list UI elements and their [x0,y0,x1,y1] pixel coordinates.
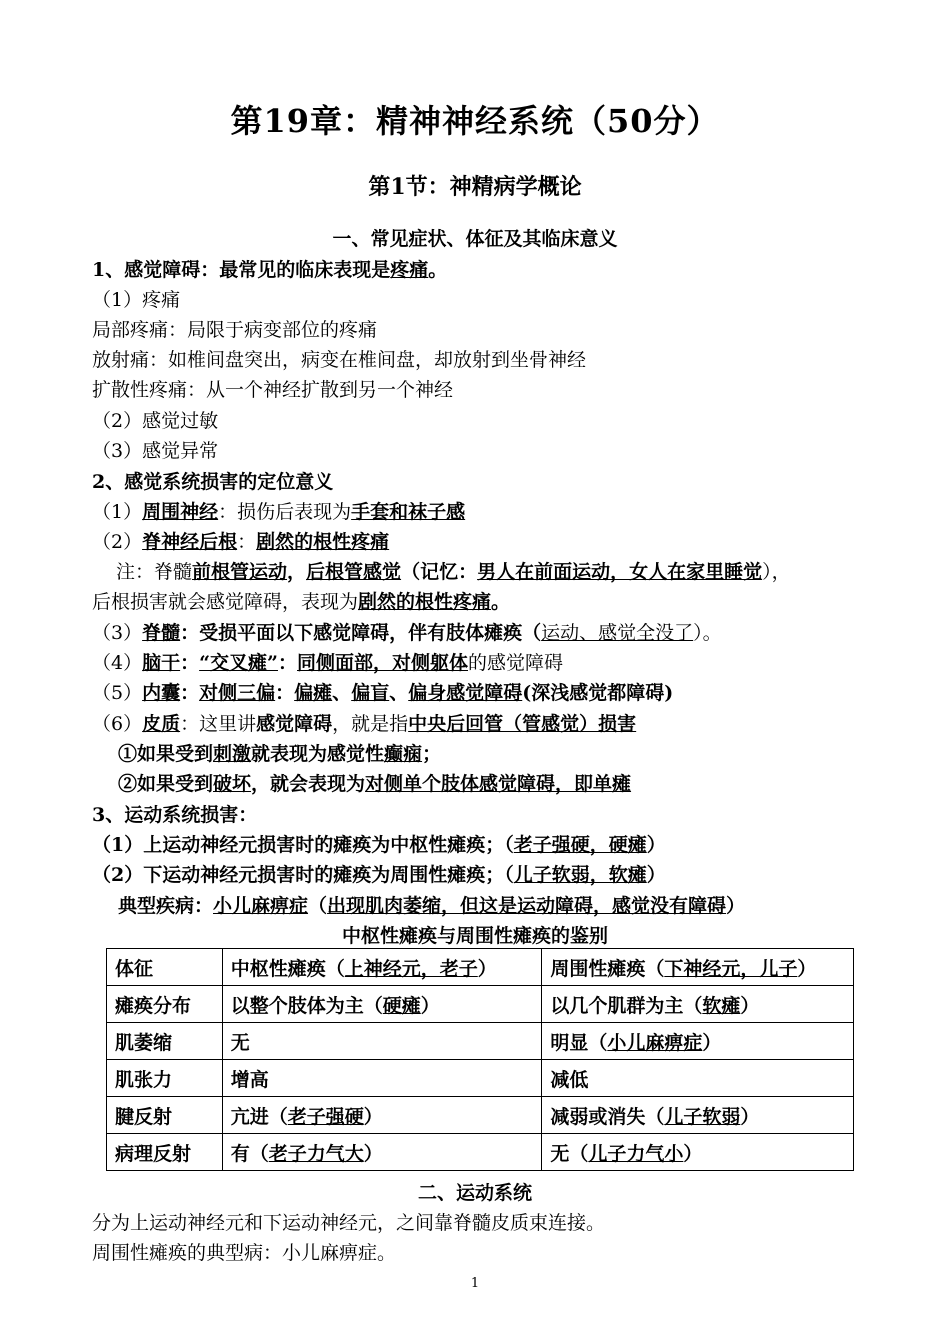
item-sensory-disorder: 1、感觉障碍：最常见的临床表现是疼痛。 [92,259,448,281]
note-spinal-roots: 注：脊髓前根管运动，后根管感觉（记忆：男人在前面运动，女人在家里睡觉）， [116,561,791,583]
item-paresthesia: （3）感觉异常 [92,440,219,462]
table-header-cell: 中枢性瘫痪（上神经元，老子） [222,949,542,986]
table-title: 中枢性瘫痪与周围性瘫痪的鉴别 [341,925,608,947]
table-header-cell: 体征 [107,949,223,986]
motor-system-typical: 周围性瘫痪的典型病：小儿麻痹症。 [92,1242,397,1264]
item-cortex-stimulation: ①如果受到刺激就表现为感觉性癫痫； [118,743,442,765]
table-header-row [107,949,854,986]
table-cell: 瘫痪分布 [107,986,223,1023]
heading-symptoms: 一、常见症状、体征及其临床意义 [332,228,618,250]
chapter-title: 第19章：精神神经系统（50分） [230,102,720,140]
table-row [107,1097,854,1134]
item-motor-damage: 3、运动系统损害： [92,804,258,826]
table-row [107,986,854,1023]
item-cortex: （6）皮质：这里讲感觉障碍，就是指中央后回管（管感觉）损害 [92,713,637,735]
table-header-cell: 周围性瘫痪（下神经元，儿子） [542,949,854,986]
heading-motor-system: 二、运动系统 [417,1182,532,1204]
item-radiating-pain: 放射痛：如椎间盘突出，病变在椎间盘，却放射到坐骨神经 [92,349,587,371]
item-internal-capsule: （5）内囊：对侧三偏：偏瘫、偏盲、偏身感觉障碍(深浅感觉都障碍) [92,682,674,704]
motor-system-text: 分为上运动神经元和下运动神经元，之间靠脊髓皮质束连接。 [92,1212,606,1234]
table-cell: 明显（小儿麻痹症） [542,1023,854,1060]
table-row [107,1023,854,1060]
table-cell: 肌张力 [107,1060,223,1097]
table-cell: 减弱或消失（儿子软弱） [542,1097,854,1134]
item-pain: （1）疼痛 [92,289,181,311]
item-hyperesthesia: （2）感觉过敏 [92,410,219,432]
table-cell: 以几个肌群为主（软瘫） [542,986,854,1023]
table-cell: 无（儿子力气小） [542,1134,854,1171]
item-peripheral-nerve: （1）周围神经：损伤后表现为手套和袜子感 [92,501,466,523]
item-lower-motor-neuron: （2）下运动神经元损害时的瘫痪为周围性瘫痪；（儿子软弱，软瘫） [92,864,666,886]
table-cell: 增高 [222,1060,542,1097]
table-cell: 减低 [542,1060,854,1097]
paralysis-comparison-table [106,948,854,1171]
item-upper-motor-neuron: （1）上运动神经元损害时的瘫痪为中枢性瘫痪；（老子强硬，硬瘫） [92,834,666,856]
table-cell: 病理反射 [107,1134,223,1171]
table-cell: 腱反射 [107,1097,223,1134]
table-cell: 亢进（老子强硬） [222,1097,542,1134]
table-cell: 肌萎缩 [107,1023,223,1060]
note-posterior-root-damage: 后根损害就会感觉障碍，表现为剧然的根性疼痛。 [92,591,511,613]
item-brainstem: （4）脑干：“交叉瘫”：同侧面部，对侧躯体的感觉障碍 [92,652,564,674]
item-typical-disease: 典型疾病：小儿麻痹症（出现肌肉萎缩，但这是运动障碍，感觉没有障碍） [118,895,746,917]
page-number: 1 [470,1276,480,1291]
item-cortex-destruction: ②如果受到破坏，就会表现为对侧单个肢体感觉障碍，即单瘫 [118,773,632,795]
item-local-pain: 局部疼痛：局限于病变部位的疼痛 [92,319,378,341]
item-localization: 2、感觉系统损害的定位意义 [92,471,334,493]
table-cell: 以整个肢体为主（硬瘫） [222,986,542,1023]
table-cell: 无 [222,1023,542,1060]
table-row [107,1060,854,1097]
item-posterior-root: （2）脊神经后根：剧然的根性疼痛 [92,531,390,553]
item-diffuse-pain: 扩散性疼痛：从一个神经扩散到另一个神经 [92,379,454,401]
section-title: 第1节：神精病学概论 [368,174,582,200]
table-cell: 有（老子力气大） [222,1134,542,1171]
table-row [107,1134,854,1171]
item-spinal-cord: （3）脊髓：受损平面以下感觉障碍，伴有肢体瘫痪（运动、感觉全没了）。 [92,622,722,644]
